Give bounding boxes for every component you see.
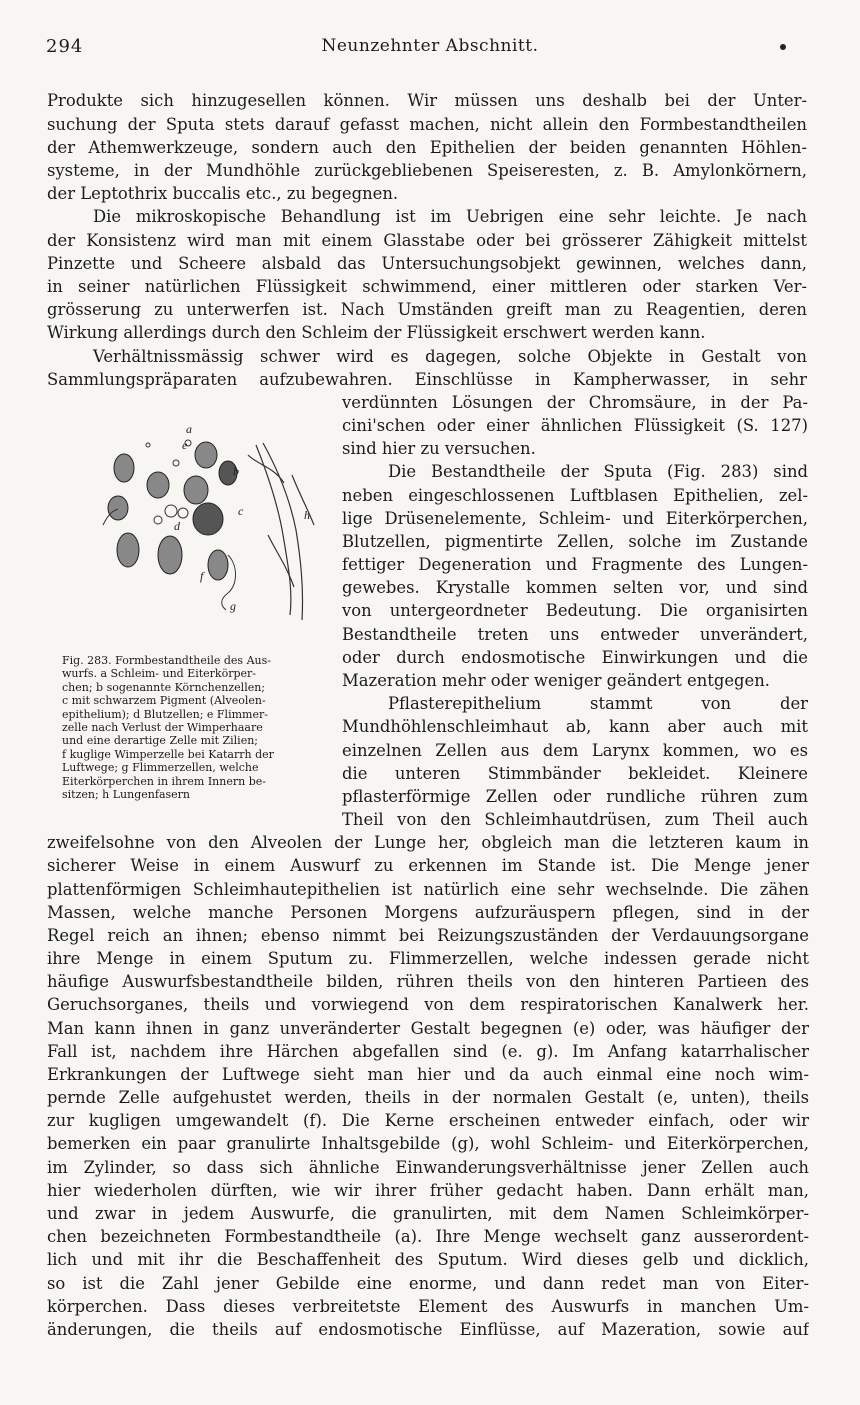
caption-line: Luftwege; g Flimmerzellen, welche (62, 761, 259, 775)
text-line: sind hier zu versuchen. (342, 439, 536, 458)
pigment-cell (193, 503, 223, 535)
text-line: verdünnten Lösungen der Chromsäure, in der Pa- (342, 393, 808, 412)
fig-label-e: e (182, 438, 188, 452)
text-line: Blutzellen, pigmentirte Zellen, solche im Zustande (342, 532, 808, 551)
fig-label-h: h (304, 508, 310, 522)
text-line: der Leptothrix buccalis etc., zu begegnen. (47, 184, 399, 203)
text-line: Pflasterepithelium stammt von der (388, 694, 808, 713)
text-line: Erkrankungen der Luftwege sieht man hier und da auch einmal eine noch wim- (47, 1065, 809, 1084)
figure-caption (62, 654, 322, 801)
caption-line: f kuglige Wimperzelle bei Katarrh der (62, 747, 274, 761)
text-line: cini'schen oder einer ähnlichen Flüssigkeit (S. 127) (342, 416, 808, 435)
lung-fiber (292, 475, 314, 525)
fig-label-b: b (233, 464, 239, 478)
fig-label-d: d (174, 519, 180, 533)
page-header (36, 36, 824, 60)
text-line: in seiner natürlichen Flüssigkeit schwimmend, einer mittleren oder starken Ver- (47, 277, 807, 296)
caption-line: Fig. 283. Formbestandtheile des Aus- (62, 654, 271, 667)
granular-cell (108, 496, 128, 520)
granular-cell (184, 476, 208, 504)
text-line: der Konsistenz wird man mit einem Glasstabe oder bei grösserer Zähigkeit mittelst (47, 231, 807, 250)
blood-cell (173, 460, 179, 466)
text-line: suchung der Sputa stets darauf gefasst machen, nicht allein den Formbestandtheilen (47, 115, 807, 134)
text-line: Die mikroskopische Behandlung ist im Uebrigen eine sehr leichte. Je nach (93, 207, 807, 226)
text-line: fettiger Degeneration und Fragmente des Lungen- (342, 555, 808, 574)
granular-cell (147, 472, 169, 498)
text-line: zur kugligen umgewandelt (f). Die Kerne erscheinen entweder einfach, oder wir (47, 1111, 809, 1130)
text-line: chen bezeichneten Formbestandtheile (a). Ihre Menge wechselt ganz ausserordent- (47, 1227, 809, 1246)
text-line: Mazeration mehr oder weniger geändert entgegen. (342, 671, 771, 690)
figure-283-illustration (78, 415, 326, 651)
text-line: der Athemwerkzeuge, sondern auch den Epithelien der beiden genannten Höhlen- (47, 138, 807, 157)
caption-line: und eine derartige Zelle mit Zilien; (62, 734, 258, 748)
fig-label-g: g (230, 599, 236, 613)
text-line: neben eingeschlossenen Luftblasen Epithelien, zel- (342, 486, 808, 505)
granular-cell (114, 454, 134, 482)
fig-label-c: c (238, 504, 244, 518)
text-line: grösserung zu unterwerfen ist. Nach Umständen greift man zu Reagentien, deren (47, 300, 807, 319)
text-line: Pinzette und Scheere alsbald das Untersuchungsobjekt gewinnen, welches dann, (47, 254, 807, 273)
running-title: Neunzehnter Abschnitt. (321, 36, 539, 56)
blood-cell (178, 508, 188, 518)
text-line: lich und mit ihr die Beschaffenheit des Sputum. Wird dieses gelb und dicklich, (47, 1250, 809, 1269)
text-line: Geruchsorganes, theils und vorwiegend von dem respiratorischen Kanalwerk her. (47, 995, 809, 1014)
text-line: die unteren Stimmbänder bekleidet. Kleinere (342, 764, 808, 783)
ciliated-cell (208, 550, 228, 580)
fig-label-f: f (200, 569, 204, 583)
text-line: pflasterförmige Zellen oder rundliche rühren zum (342, 787, 808, 806)
text-line: oder durch endosmotische Einwirkungen und die (342, 648, 808, 667)
text-line: ihre Menge in einem Sputum zu. Flimmerzellen, welche indessen gerade nicht (47, 949, 809, 968)
text-line: lige Drüsenelemente, Schleim- und Eiterkörperchen, (342, 509, 808, 528)
ciliated-cell (158, 536, 182, 574)
text-line: zweifelsohne von den Alveolen der Lunge her, obgleich man die letzteren kaum in (47, 833, 809, 852)
text-line: Verhältnissmässig schwer wird es dagegen, solche Objekte in Gestalt von (93, 347, 807, 366)
text-line: körperchen. Dass dieses verbreitetste Element des Auswurfs in manchen Um- (47, 1297, 809, 1316)
blood-cell (154, 516, 162, 524)
caption-line: zelle nach Verlust der Wimperhaare (62, 721, 263, 735)
text-line: im Zylinder, so dass sich ähnliche Einwanderungsverhältnisse jener Zellen auch (47, 1158, 809, 1177)
text-line: Massen, welche manche Personen Morgens aufzuräuspern pflegen, sind in der (47, 903, 809, 922)
caption-line: c mit schwarzem Pigment (Alveolen- (62, 694, 266, 708)
text-line: Bestandtheile treten uns entweder unverändert, (342, 625, 808, 644)
text-line: Fall ist, nachdem ihre Härchen abgefallen sind (e. g). Im Anfang katarrhalischer (47, 1042, 809, 1061)
text-line: häufige Auswurfsbestandtheile bilden, rühren theils von den hinteren Partieen des (47, 972, 809, 991)
fig-label-a: a (186, 422, 192, 436)
lung-fiber (248, 455, 284, 483)
text-line: Wirkung allerdings durch den Schleim der Flüssigkeit erschwert werden kann. (47, 323, 706, 342)
caption-line: Eiterkörperchen in ihrem Innern be- (62, 774, 266, 788)
granular-cell (195, 442, 217, 468)
caption-line: sitzen; h Lungenfasern (62, 788, 190, 802)
text-line: Man kann ihnen in ganz unveränderter Gestalt begegnen (e) oder, was häufiger der (47, 1019, 809, 1038)
text-line: so ist die Zahl jener Gebilde eine enorme, und dann redet man von Eiter- (47, 1274, 809, 1293)
text-line: hier wiederholen dürften, wie wir ihrer früher gedacht haben. Dann erhält man, (47, 1181, 809, 1200)
page-number: 294 (46, 36, 84, 57)
text-line: plattenförmigen Schleimhautepithelien ist natürlich eine sehr wechselnde. Die zähen (47, 880, 809, 899)
text-line: Regel reich an ihnen; ebenso nimmt bei Reizungszuständen der Verdauungsorgane (47, 926, 809, 945)
text-line: Mundhöhlenschleimhaut ab, kann aber auch mit (342, 717, 808, 736)
text-line: bemerken ein paar granulirte Inhaltsgebilde (g), wohl Schleim- und Eiterkörperchen, (47, 1134, 809, 1153)
lung-fiber (256, 445, 291, 615)
ink-speck (780, 44, 786, 50)
text-line: und zwar in jedem Auswurfe, die granulirten, mit dem Namen Schleimkörper- (47, 1204, 809, 1223)
text-line: Produkte sich hinzugesellen können. Wir müssen uns deshalb bei der Unter- (47, 91, 807, 110)
text-line: Sammlungspräparaten aufzubewahren. Einschlüsse in Kampherwasser, in sehr (47, 370, 807, 389)
blood-cell (165, 505, 177, 517)
caption-line: wurfs. a Schleim- und Eiterkörper- (62, 667, 257, 681)
text-line: sicherer Weise in einem Auswurf zu erkennen im Stande ist. Die Menge jener (47, 856, 809, 875)
text-line: Die Bestandtheile der Sputa (Fig. 283) sind (388, 462, 808, 481)
text-line: von untergeordneter Bedeutung. Die organisirten (342, 601, 808, 620)
blood-cell (146, 443, 150, 447)
text-line: gewebes. Krystalle kommen selten vor, und sind (342, 578, 808, 597)
text-line: einzelnen Zellen aus dem Larynx kommen, wo es (342, 741, 808, 760)
caption-line: chen; b sogenannte Körnchenzellen; (62, 680, 266, 694)
text-line: änderungen, die theils auf endosmotische Einflüsse, auf Mazeration, sowie auf (47, 1320, 809, 1339)
text-line: systeme, in der Mundhöhle zurückgebliebenen Speiseresten, z. B. Amylonkörnern, (47, 161, 807, 180)
text-line: pernde Zelle aufgehustet werden, theils in der normalen Gestalt (e, unten), theils (47, 1088, 809, 1107)
ciliated-cell (117, 533, 139, 567)
caption-line: epithelium); d Blutzellen; e Flimmer- (62, 707, 268, 721)
text-line: Theil von den Schleimhautdrüsen, zum Theil auch (342, 810, 808, 829)
